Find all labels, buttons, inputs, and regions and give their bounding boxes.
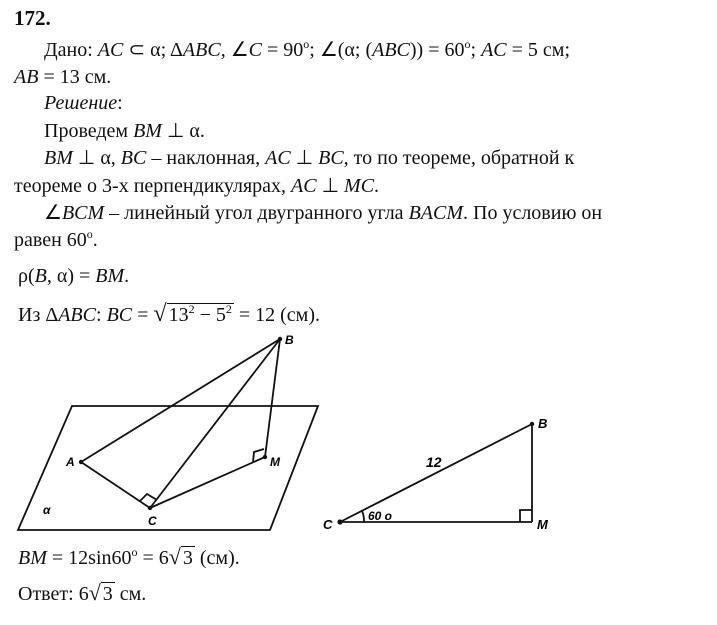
result-radicand: 3 [182,547,193,569]
answer-radical-sign: √ [88,580,101,605]
step2-ac2: AC [291,175,317,197]
given-label: Дано: [44,39,93,61]
point-a [79,460,83,464]
result-t2: = 6 [137,547,169,569]
result-deg: o [131,545,138,559]
given-ac2: AC [481,39,507,61]
result-bm: BM [18,547,47,569]
step3-t3: . По условию он [463,202,603,224]
step3-t4: равен 60 [14,229,87,251]
segment-cb-2 [340,424,532,522]
answer-label: Ответ: [18,583,79,605]
point-b-2 [530,422,534,426]
given-subset: ⊂ α; [123,39,171,61]
radicand-minus: − 5 [194,304,226,326]
step3-bacm: BACM [408,202,463,224]
step3-deg: o [86,227,93,241]
from-triangle-bc: BC [106,304,133,326]
step2-t1: ⊥ α, [72,147,121,169]
radicand-exp2: 2 [225,302,232,316]
label-b-2: B [538,416,548,431]
given-delta: Δ [170,39,183,61]
step2-t5: теореме о 3-х перпендикулярах, [14,175,292,197]
distance-bm: BM [95,265,125,287]
from-triangle-t1: Из Δ [18,304,59,326]
step2-bc2: BC [318,147,344,169]
step2-t4: , то по теореме, обратной к [343,147,575,169]
result-t1: = 12sin60 [46,547,132,569]
radicand-exp1: 2 [188,302,195,316]
step2-t7: . [374,175,380,197]
segment-cm [150,457,265,508]
angle-arc-c-2 [362,511,364,522]
segment-bc [150,339,280,508]
step3-t1: ∠ [44,202,62,224]
given-c: C [248,39,262,61]
given-sep2: ; ∠(α; ( [309,39,373,61]
label-angle-60: 60 o [368,509,393,523]
given-abc2: ABC [372,39,410,61]
answer-unit: см. [114,583,147,605]
point-m [263,455,267,459]
from-triangle-t4: = 12 (см). [233,304,320,326]
result-radical-sign: √ [168,544,181,569]
point-c-2 [337,519,342,524]
right-angle-mark-c [140,494,157,501]
step3-t2: – линейный угол двугранного угла [104,202,409,224]
given-ac: AC [97,39,124,61]
step2-mc: MC [344,175,375,197]
given-deg-2: o [464,37,471,51]
solution-colon: : [117,92,123,114]
given-ac-val: = 5 см; [506,39,570,61]
given-sep3: ; [470,39,482,61]
given-abc: ABC [182,39,221,61]
distance-t1: , α) = [46,265,96,287]
step3-t5: . [92,229,98,251]
given-ab-val: = 13 см. [38,66,112,88]
radicand-a: 13 [168,304,189,326]
step2-t3: ⊥ [290,147,319,169]
step2-bm: BM [44,147,73,169]
distance-rho: ρ( [18,265,35,287]
given-deg: o [303,37,310,51]
segment-ab [81,339,280,462]
step2-ac: AC [265,147,291,169]
solution-label: Решение [44,92,118,114]
from-triangle-abc: ABC [58,304,96,326]
label-c-2: C [323,517,333,532]
step3-bcm: BCM [61,202,105,224]
right-angle-mark-m-2 [520,510,532,522]
given-ab: AB [14,66,39,88]
radical-sign: √ [153,301,167,327]
label-c: C [148,514,157,528]
label-hypotenuse: 12 [426,454,442,470]
distance-t2: . [124,265,130,287]
problem-number: 172. [14,6,51,30]
answer-radicand: 3 [102,583,113,605]
step1-bm: BM [133,120,162,142]
label-b: B [285,333,294,347]
point-b [278,337,282,341]
given-sep1: , ∠ [220,39,249,61]
step2-t6: ⊥ [316,175,345,197]
point-c [148,506,152,510]
answer-coef: 6 [78,583,89,605]
distance-b: B [34,265,47,287]
result-t3: (см). [194,547,240,569]
label-m: M [270,455,280,469]
from-triangle-t3: = [132,304,154,326]
segment-ac [81,462,150,508]
step1-text: Проведем [44,120,134,142]
step2-bc: BC [120,147,147,169]
label-alpha: α [43,503,51,517]
label-m-2: M [537,517,548,532]
step1-rest: ⊥ α. [161,120,205,142]
from-triangle-t2: : [96,304,107,326]
given-angle-c-val: = 90 [261,39,304,61]
given-angle-plane-val: )) = 60 [409,39,465,61]
label-a: A [66,455,75,469]
step2-t2: – наклонная, [146,147,266,169]
